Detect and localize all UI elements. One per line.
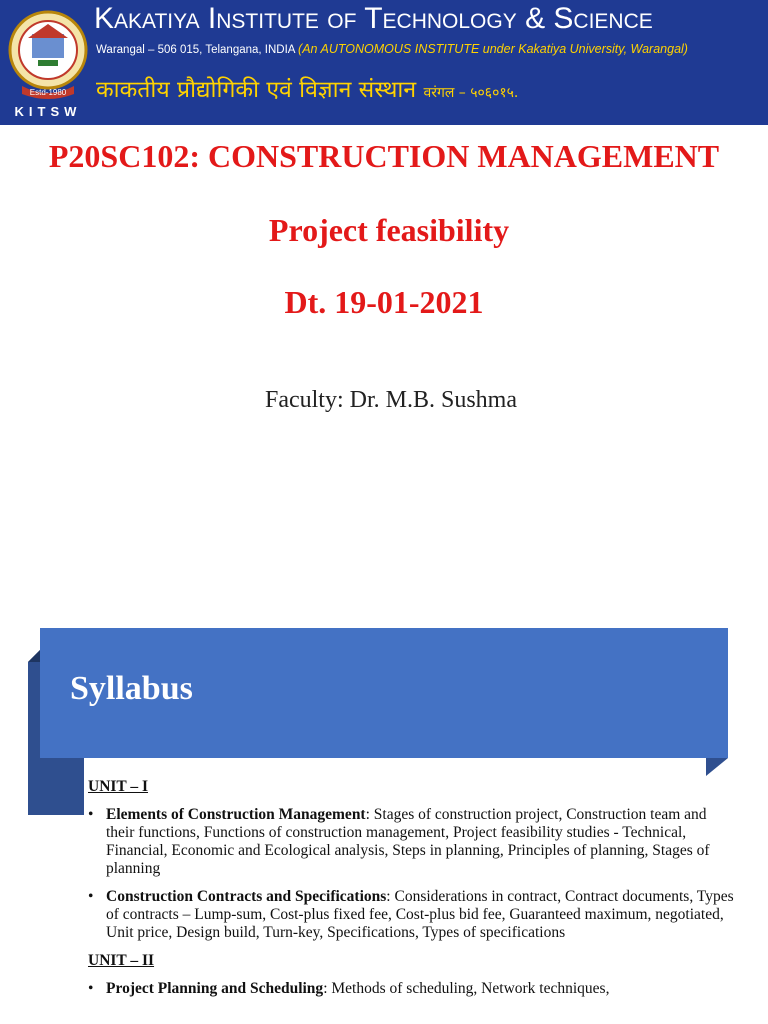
autonomous-note: (An AUTONOMOUS INSTITUTE under Kakatiya University, Warangal)	[298, 42, 688, 56]
bullet-icon: •	[88, 980, 94, 997]
lecture-date: Dt. 19-01-2021	[284, 284, 484, 320]
institute-logo	[8, 4, 88, 104]
topic-title: Project Planning and Scheduling	[106, 980, 324, 997]
unit-1-label: UNIT – I	[88, 778, 149, 795]
course-title: P20SC102: CONSTRUCTION MANAGEMENT	[48, 138, 720, 174]
topic-text: : Methods of scheduling, Network techniques,	[323, 980, 610, 997]
topic-text: : Stages of construction project, Construction team and their functions, Functions of construction management, Project feasibility studies - Technical, Financial, Economic and Ecological analysis, Steps in planning, Principles of planning, Stages of planning	[106, 806, 710, 877]
institute-hindi-line	[96, 72, 518, 104]
topic-text: : Considerations in contract, Contract documents, Types of contracts – Lump-sum, Cost-plus fixed fee, Cost-plus bid fee, Guaranteed maximum, negotiated, Unit price, Design build, Turn-key, Specifications, Types of specifications	[106, 888, 734, 941]
institute-name: Kakatiya Institute of Technology & Science	[94, 2, 653, 35]
bullet-icon: •	[88, 888, 94, 905]
syllabus-content	[88, 778, 738, 1008]
syllabus-heading: Syllabus	[70, 670, 193, 707]
topic-title: Construction Contracts and Specifications	[106, 888, 387, 905]
faculty-name: Faculty: Dr. M.B. Sushma	[264, 387, 517, 413]
list-item	[88, 980, 738, 998]
institute-address-line	[96, 42, 688, 56]
logo-estd: Estd-1980	[29, 88, 67, 97]
list-item	[88, 888, 738, 942]
institute-hindi-city: वरंगल – ५०६०१५.	[423, 85, 519, 101]
bullet-icon: •	[88, 806, 94, 823]
lecture-topic: Project feasibility	[268, 212, 510, 248]
syllabus-box-fold	[706, 758, 728, 776]
institute-address: Warangal – 506 015, Telangana, INDIA	[96, 44, 295, 56]
topic-title: Elements of Construction Management	[106, 806, 366, 823]
institute-hindi-name: काकतीय प्रौद्योगिकी एवं विज्ञान संस्थान	[96, 77, 417, 103]
institute-banner	[0, 0, 768, 125]
unit-2-label: UNIT – II	[88, 952, 155, 969]
list-item	[88, 806, 738, 878]
logo-caption: KITSW	[14, 104, 82, 119]
